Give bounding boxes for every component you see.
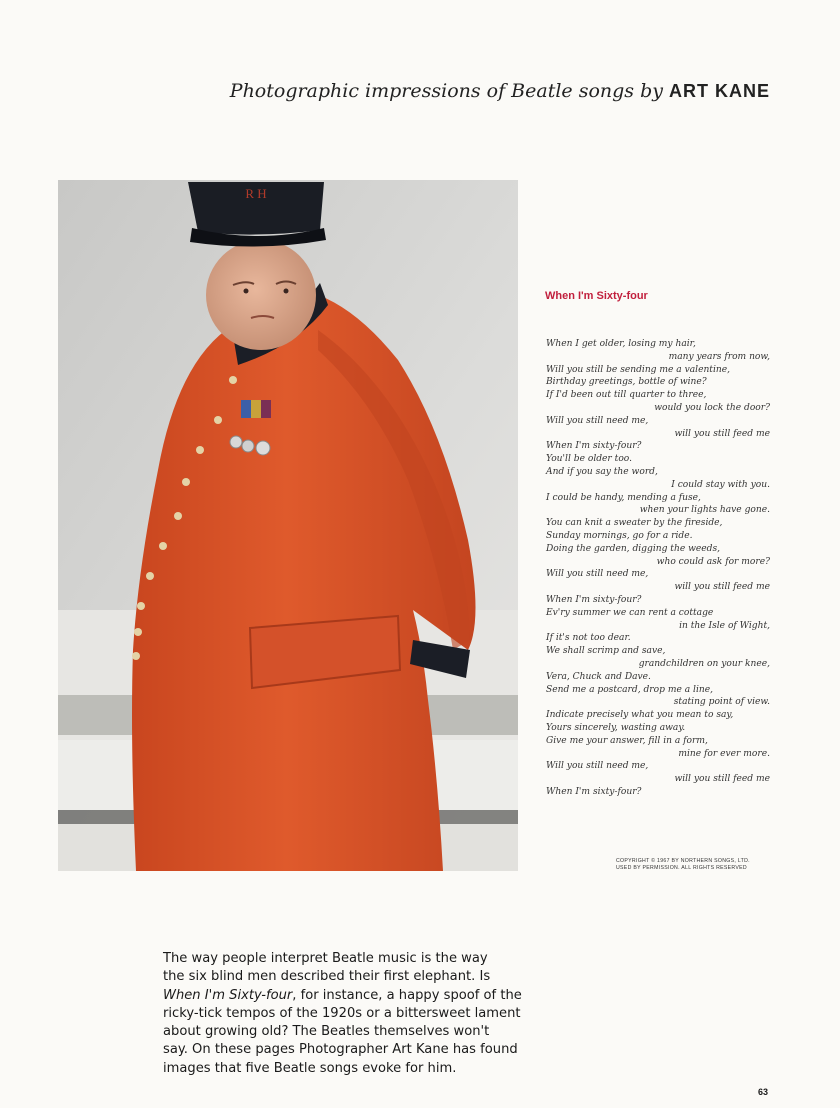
lyric-line: When I'm sixty-four? (546, 594, 642, 605)
photo-illustration (58, 180, 518, 871)
paragraph-line: The way people interpret Beatle music is the way (163, 951, 488, 966)
lyric-line: We shall scrimp and save, (546, 646, 666, 657)
lyric-line: Ev'ry summer we can rent a cottage (546, 607, 714, 618)
photographer-name: ART KANE (669, 81, 770, 101)
copyright-notice (616, 858, 770, 872)
lyric-line: many years from now, (668, 351, 770, 362)
lyric-line: when your lights have gone. (639, 505, 770, 516)
lyric-line: Yours sincerely, wasting away. (546, 722, 686, 733)
lyrics-block (546, 338, 770, 799)
lyric-line: Indicate precisely what you mean to say, (546, 710, 734, 721)
lyric-line: If it's not too dear. (546, 633, 631, 644)
lyric-line: And if you say the word, (546, 466, 658, 477)
lyric-line: grandchildren on your knee, (638, 658, 770, 669)
lyric-line: Give me your answer, fill in a form, (546, 735, 708, 746)
lyric-line: will you still feed me (674, 774, 770, 785)
lyric-line: will you still feed me (674, 582, 770, 593)
copyright-line: COPYRIGHT © 1967 BY NORTHERN SONGS, LTD. (616, 858, 750, 864)
lyric-line: in the Isle of Wight, (679, 620, 770, 631)
paragraph-line: ricky-tick tempos of the 1920s or a bittersweet lament (163, 1005, 521, 1021)
lyric-line: Birthday greetings, bottle of wine? (546, 377, 707, 388)
lyric-line: When I'm sixty-four? (546, 441, 642, 452)
paragraph-line-italic: When I'm Sixty-four, for instance, a happy spoof of the (163, 987, 522, 1003)
lyric-line: When I get older, losing my hair, (546, 339, 696, 349)
page-number: 63 (757, 1087, 768, 1097)
lyric-line: Vera, Chuck and Dave. (546, 671, 651, 682)
lyric-line: You'll be older too. (546, 454, 633, 465)
lyric-line: Doing the garden, digging the weeds, (546, 543, 721, 554)
lyric-line: mine for ever more. (678, 748, 770, 759)
lyric-line: You can knit a sweater by the fireside, (546, 518, 723, 529)
lyric-line: Will you still be sending me a valentine, (546, 364, 731, 375)
lyric-line: Sunday mornings, go for a ride. (546, 530, 693, 541)
lyric-line: If I'd been out till quarter to three, (546, 390, 707, 401)
paragraph-line: say. On these pages Photographer Art Kane has found (163, 1042, 518, 1058)
lyric-line: Will you still need me, (546, 415, 649, 426)
lyric-line: stating point of view. (673, 697, 770, 708)
paragraph-line: images that five Beatle songs evoke for him. (163, 1060, 457, 1076)
paragraph-line: about growing old? The Beatles themselves won't (163, 1024, 490, 1040)
lyric-line: Will you still need me, (546, 569, 649, 580)
lyric-line: will you still feed me (674, 428, 770, 439)
song-title: When I'm Sixty-four (545, 290, 648, 302)
header-lead: Photographic impressions of Beatle songs by (229, 80, 663, 102)
song-title-reference: When I'm Sixty-four (163, 987, 293, 1003)
lyric-line: I could be handy, mending a fuse, (546, 492, 701, 503)
intro-paragraph (163, 950, 523, 1078)
cap-initials: R H (245, 186, 267, 201)
copyright-line: USED BY PERMISSION. ALL RIGHTS RESERVED (616, 865, 747, 871)
paragraph-line: the six blind men described their first elephant. Is (163, 969, 491, 985)
lyric-line: Send me a postcard, drop me a line, (546, 684, 713, 695)
lyric-line: who could ask for more? (656, 556, 770, 567)
lyric-line: I could stay with you. (671, 479, 770, 490)
lyric-line: Will you still need me, (546, 761, 649, 772)
lyric-line: When I'm sixty-four? (546, 786, 642, 797)
photograph-chelsea-pensioner (58, 180, 518, 871)
lyric-line: would you lock the door? (654, 402, 770, 413)
page-header (230, 80, 770, 102)
